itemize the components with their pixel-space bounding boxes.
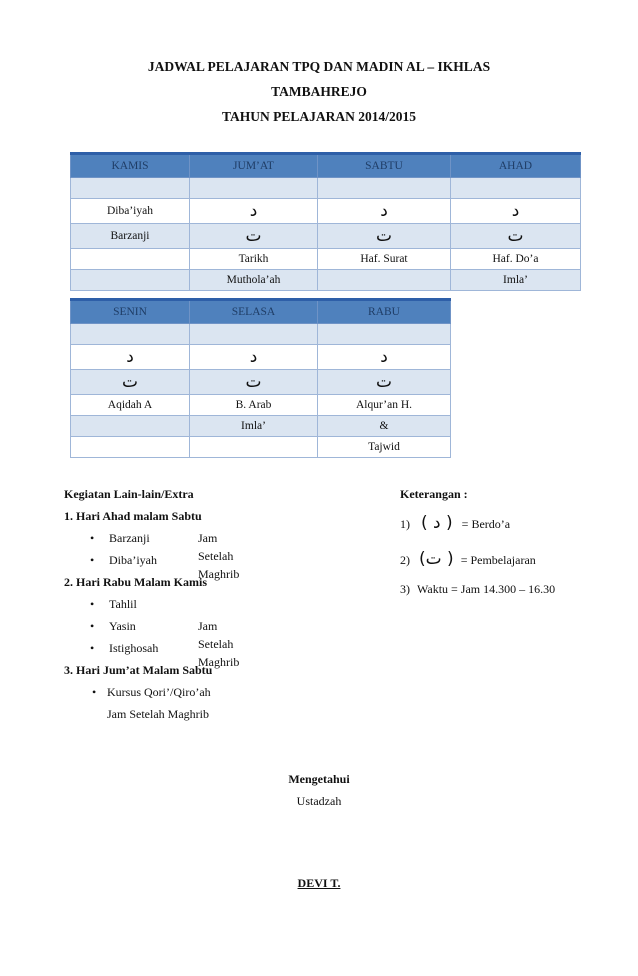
table-cell (71, 416, 190, 437)
section-2-heading: 2. Hari Rabu Malam Kamis (64, 575, 207, 589)
activity-time: Jam Setelah Maghrib (107, 707, 209, 721)
table-row (71, 199, 581, 224)
extra-title: Kegiatan Lain-lain/Extra (64, 487, 194, 501)
table-cell-arabic: د (318, 199, 451, 224)
signature-name: DEVI T. (297, 876, 341, 890)
table-cell: Haf. Do’a (451, 249, 581, 270)
table-cell (190, 437, 318, 458)
list-item (64, 639, 212, 661)
legend (400, 485, 555, 598)
day-header: SELASA (190, 300, 318, 324)
list-item (64, 595, 212, 617)
table-cell-arabic: د (71, 345, 190, 370)
table-cell: Aqidah A (71, 395, 190, 416)
table-cell (71, 324, 190, 345)
table-cell-arabic: ت (318, 224, 451, 249)
schedule-table-thursday-sunday (70, 152, 581, 291)
table-cell-arabic: د (190, 199, 318, 224)
bullet-icon: • (90, 619, 95, 633)
table-header-row (71, 300, 451, 324)
table-row (71, 249, 581, 270)
section-1-heading: 1. Hari Ahad malam Sabtu (64, 509, 202, 523)
table-row (71, 224, 581, 249)
table-cell (451, 178, 581, 199)
day-header: JUM’AT (190, 154, 318, 178)
legend-number: 1) (400, 517, 410, 531)
table-cell (71, 249, 190, 270)
activity-label: Kursus Qori’/Qiro’ah (107, 685, 211, 699)
activity-time: Jam Setelah Maghrib (198, 531, 240, 581)
table-cell-arabic: ت (318, 370, 451, 395)
table-row (71, 416, 451, 437)
table-cell (71, 178, 190, 199)
table-cell: Barzanji (71, 224, 190, 249)
bullet-icon: • (90, 553, 95, 567)
activity-label: Yasin (109, 619, 136, 633)
table-cell (318, 178, 451, 199)
table-cell-arabic: ت (451, 224, 581, 249)
table-row (71, 178, 581, 199)
table-cell: Imla’ (451, 270, 581, 291)
table-cell-arabic: د (190, 345, 318, 370)
day-header: RABU (318, 300, 451, 324)
section-3-heading: 3. Hari Jum’at Malam Sabtu (64, 663, 213, 677)
legend-number: 2) (400, 553, 410, 567)
legend-item (400, 550, 555, 568)
activity-label: Diba’iyah (109, 553, 157, 567)
bullet-icon: • (90, 597, 95, 611)
table-cell (318, 270, 451, 291)
activity-label: Barzanji (109, 531, 150, 545)
table-cell: B. Arab (190, 395, 318, 416)
title-line-2: TAMBAHREJO (271, 84, 367, 99)
table-cell (190, 324, 318, 345)
legend-symbol: (ت ) (419, 549, 454, 569)
document-title (0, 58, 638, 133)
table-cell: Diba’iyah (71, 199, 190, 224)
legend-item (400, 514, 555, 532)
signature-role: Ustadzah (296, 794, 342, 808)
table-row (71, 324, 451, 345)
table-cell (318, 324, 451, 345)
table-cell: Imla’ (190, 416, 318, 437)
legend-item (400, 580, 555, 598)
schedule-table-monday-wednesday (70, 298, 451, 458)
table-cell-arabic: ت (71, 370, 190, 395)
activity-time: Jam Setelah Maghrib (198, 619, 240, 669)
list-item (64, 683, 212, 705)
legend-symbol: ( د ) (421, 513, 453, 533)
activity-label: Tahlil (109, 597, 137, 611)
title-line-1: JADWAL PELAJARAN TPQ DAN MADIN AL – IKHLAS (147, 59, 491, 74)
table-cell-arabic: ت (190, 370, 318, 395)
bullet-icon: • (92, 685, 97, 699)
day-header: SENIN (71, 300, 190, 324)
table-cell: Tarikh (190, 249, 318, 270)
table-row (71, 345, 451, 370)
signature-label: Mengetahui (288, 772, 350, 786)
table-row (71, 270, 581, 291)
table-cell-arabic: د (318, 345, 451, 370)
table-cell: & (318, 416, 451, 437)
table-cell-arabic: د (451, 199, 581, 224)
table-cell: Alqur’an H. (318, 395, 451, 416)
day-header: AHAD (451, 154, 581, 178)
day-header: SABTU (318, 154, 451, 178)
table-cell: Tajwid (318, 437, 451, 458)
bullet-icon: • (90, 531, 95, 545)
legend-desc: = Pembelajaran (460, 553, 536, 567)
list-item (64, 705, 212, 727)
extra-activities (64, 485, 240, 727)
table-cell: Haf. Surat (318, 249, 451, 270)
table-cell-arabic: ت (190, 224, 318, 249)
list-item (64, 551, 212, 573)
table-header-row (71, 154, 581, 178)
table-row (71, 437, 451, 458)
day-header: KAMIS (71, 154, 190, 178)
title-line-3: TAHUN PELAJARAN 2014/2015 (221, 109, 416, 124)
table-cell (71, 437, 190, 458)
activity-label: Istighosah (109, 641, 159, 655)
table-row (71, 370, 451, 395)
legend-title: Keterangan : (400, 487, 468, 501)
table-cell (190, 178, 318, 199)
legend-desc: Waktu = Jam 14.300 – 16.30 (417, 582, 556, 596)
legend-number: 3) (400, 582, 410, 596)
table-cell (71, 270, 190, 291)
table-cell: Muthola’ah (190, 270, 318, 291)
legend-desc: = Berdo’a (461, 517, 511, 531)
bullet-icon: • (90, 641, 95, 655)
table-row (71, 395, 451, 416)
